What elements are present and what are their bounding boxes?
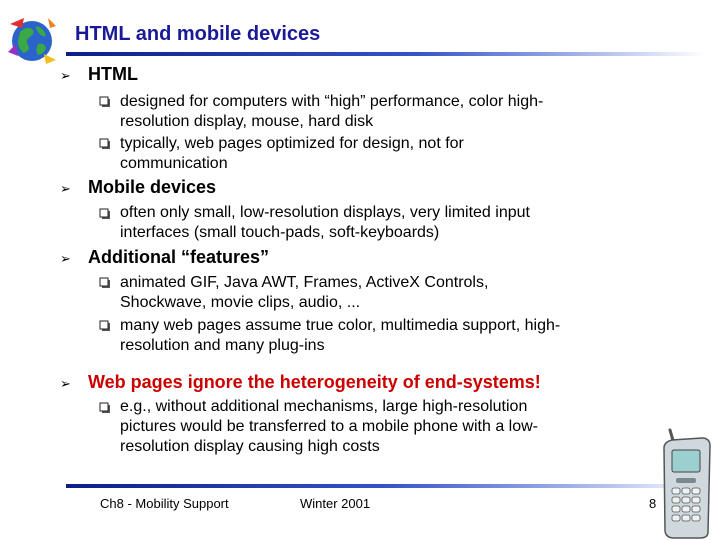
arrowhead-bullet-icon: ➢ (60, 376, 71, 391)
section-heading: Additional “features” (88, 247, 270, 267)
list-item-line: many web pages assume true color, multimedia support, high- (120, 317, 561, 334)
list-item-line: resolution display, mouse, hard disk (120, 113, 374, 130)
list-item-line: communication (120, 155, 228, 172)
list-item-line: resolution and many plug-ins (120, 337, 325, 354)
footer-term: Winter 2001 (300, 496, 371, 511)
box-bullet-icon (99, 96, 111, 108)
list-item-line: e.g., without additional mechanisms, large high-resolution (120, 398, 528, 415)
section-heading: HTML (88, 64, 138, 84)
page-title: HTML and mobile devices (75, 23, 321, 45)
arrowhead-bullet-icon: ➢ (60, 181, 71, 196)
page-number: 8 (649, 496, 657, 511)
box-bullet-icon (99, 402, 111, 414)
mobile-phone-icon (652, 428, 716, 540)
globe-logo-icon (6, 14, 58, 66)
list-item-line: typically, web pages optimized for design, not for (120, 135, 464, 152)
list-item-line: animated GIF, Java AWT, Frames, ActiveX Controls, (120, 274, 489, 291)
arrowhead-bullet-icon: ➢ (60, 68, 71, 83)
arrowhead-bullet-icon: ➢ (60, 251, 71, 266)
list-item (120, 92, 660, 132)
footer-rule (66, 484, 708, 488)
box-bullet-icon (99, 138, 111, 150)
list-item (120, 316, 660, 356)
list-item-line: interfaces (small touch-pads, soft-keyboards) (120, 224, 440, 241)
list-item (120, 134, 660, 174)
box-bullet-icon (99, 208, 111, 220)
list-item-line: Shockwave, movie clips, audio, ... (120, 294, 361, 311)
section-heading: Mobile devices (88, 177, 217, 197)
list-item-line: often only small, low-resolution displays, very limited input (120, 204, 530, 221)
box-bullet-icon (99, 277, 111, 289)
list-item-line: designed for computers with “high” performance, color high- (120, 93, 544, 110)
title-underline (66, 52, 706, 56)
list-item (120, 203, 660, 243)
list-item-line: pictures would be transferred to a mobile phone with a low- (120, 418, 538, 435)
footer-chapter: Ch8 - Mobility Support (100, 496, 229, 511)
box-bullet-icon (99, 320, 111, 332)
list-item (120, 273, 660, 313)
list-item-line: resolution display causing high costs (120, 438, 380, 455)
section-heading: Web pages ignore the heterogeneity of end-systems! (88, 372, 541, 392)
list-item (120, 397, 660, 457)
